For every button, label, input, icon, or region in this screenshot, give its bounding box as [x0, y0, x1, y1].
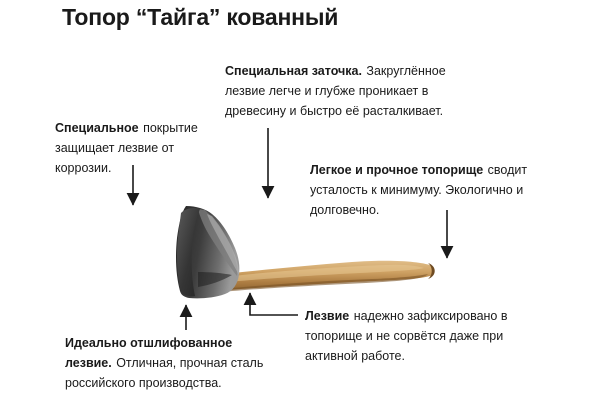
callout-sharpening-heading: Специальная заточка. — [225, 64, 362, 78]
callout-polished-blade — [65, 333, 280, 393]
callout-blade-fixing-body: надежно зафиксировано в топорище и не сорвётся даже при активной работе. — [305, 309, 508, 363]
callout-sharpening-body: Закруглённое лезвие легче и глубже проникает в древесину и быстро её расталкивает. — [225, 64, 446, 118]
callout-coating-heading: Специальное — [55, 121, 139, 135]
arrow-blade-fixing — [250, 293, 298, 315]
page-title: Топор “Тайга” кованный — [62, 4, 339, 30]
callout-handle — [310, 160, 545, 220]
callout-blade-fixing-heading: Лезвие — [305, 309, 350, 323]
callout-polished-blade-body: Отличная, прочная сталь российского производства. — [65, 356, 264, 390]
callout-blade-fixing — [305, 306, 540, 366]
callout-handle-body: сводит усталость к минимуму. Экологично и долговечно. — [310, 163, 528, 217]
callout-sharpening — [225, 61, 455, 121]
callout-polished-blade-heading: Идеально отшлифованное лезвие. — [65, 336, 233, 370]
callout-coating-body: покрытие защищает лезвие от коррозии. — [55, 121, 198, 175]
callout-handle-heading: Легкое и прочное топорище — [310, 163, 484, 177]
callout-coating — [55, 118, 230, 178]
